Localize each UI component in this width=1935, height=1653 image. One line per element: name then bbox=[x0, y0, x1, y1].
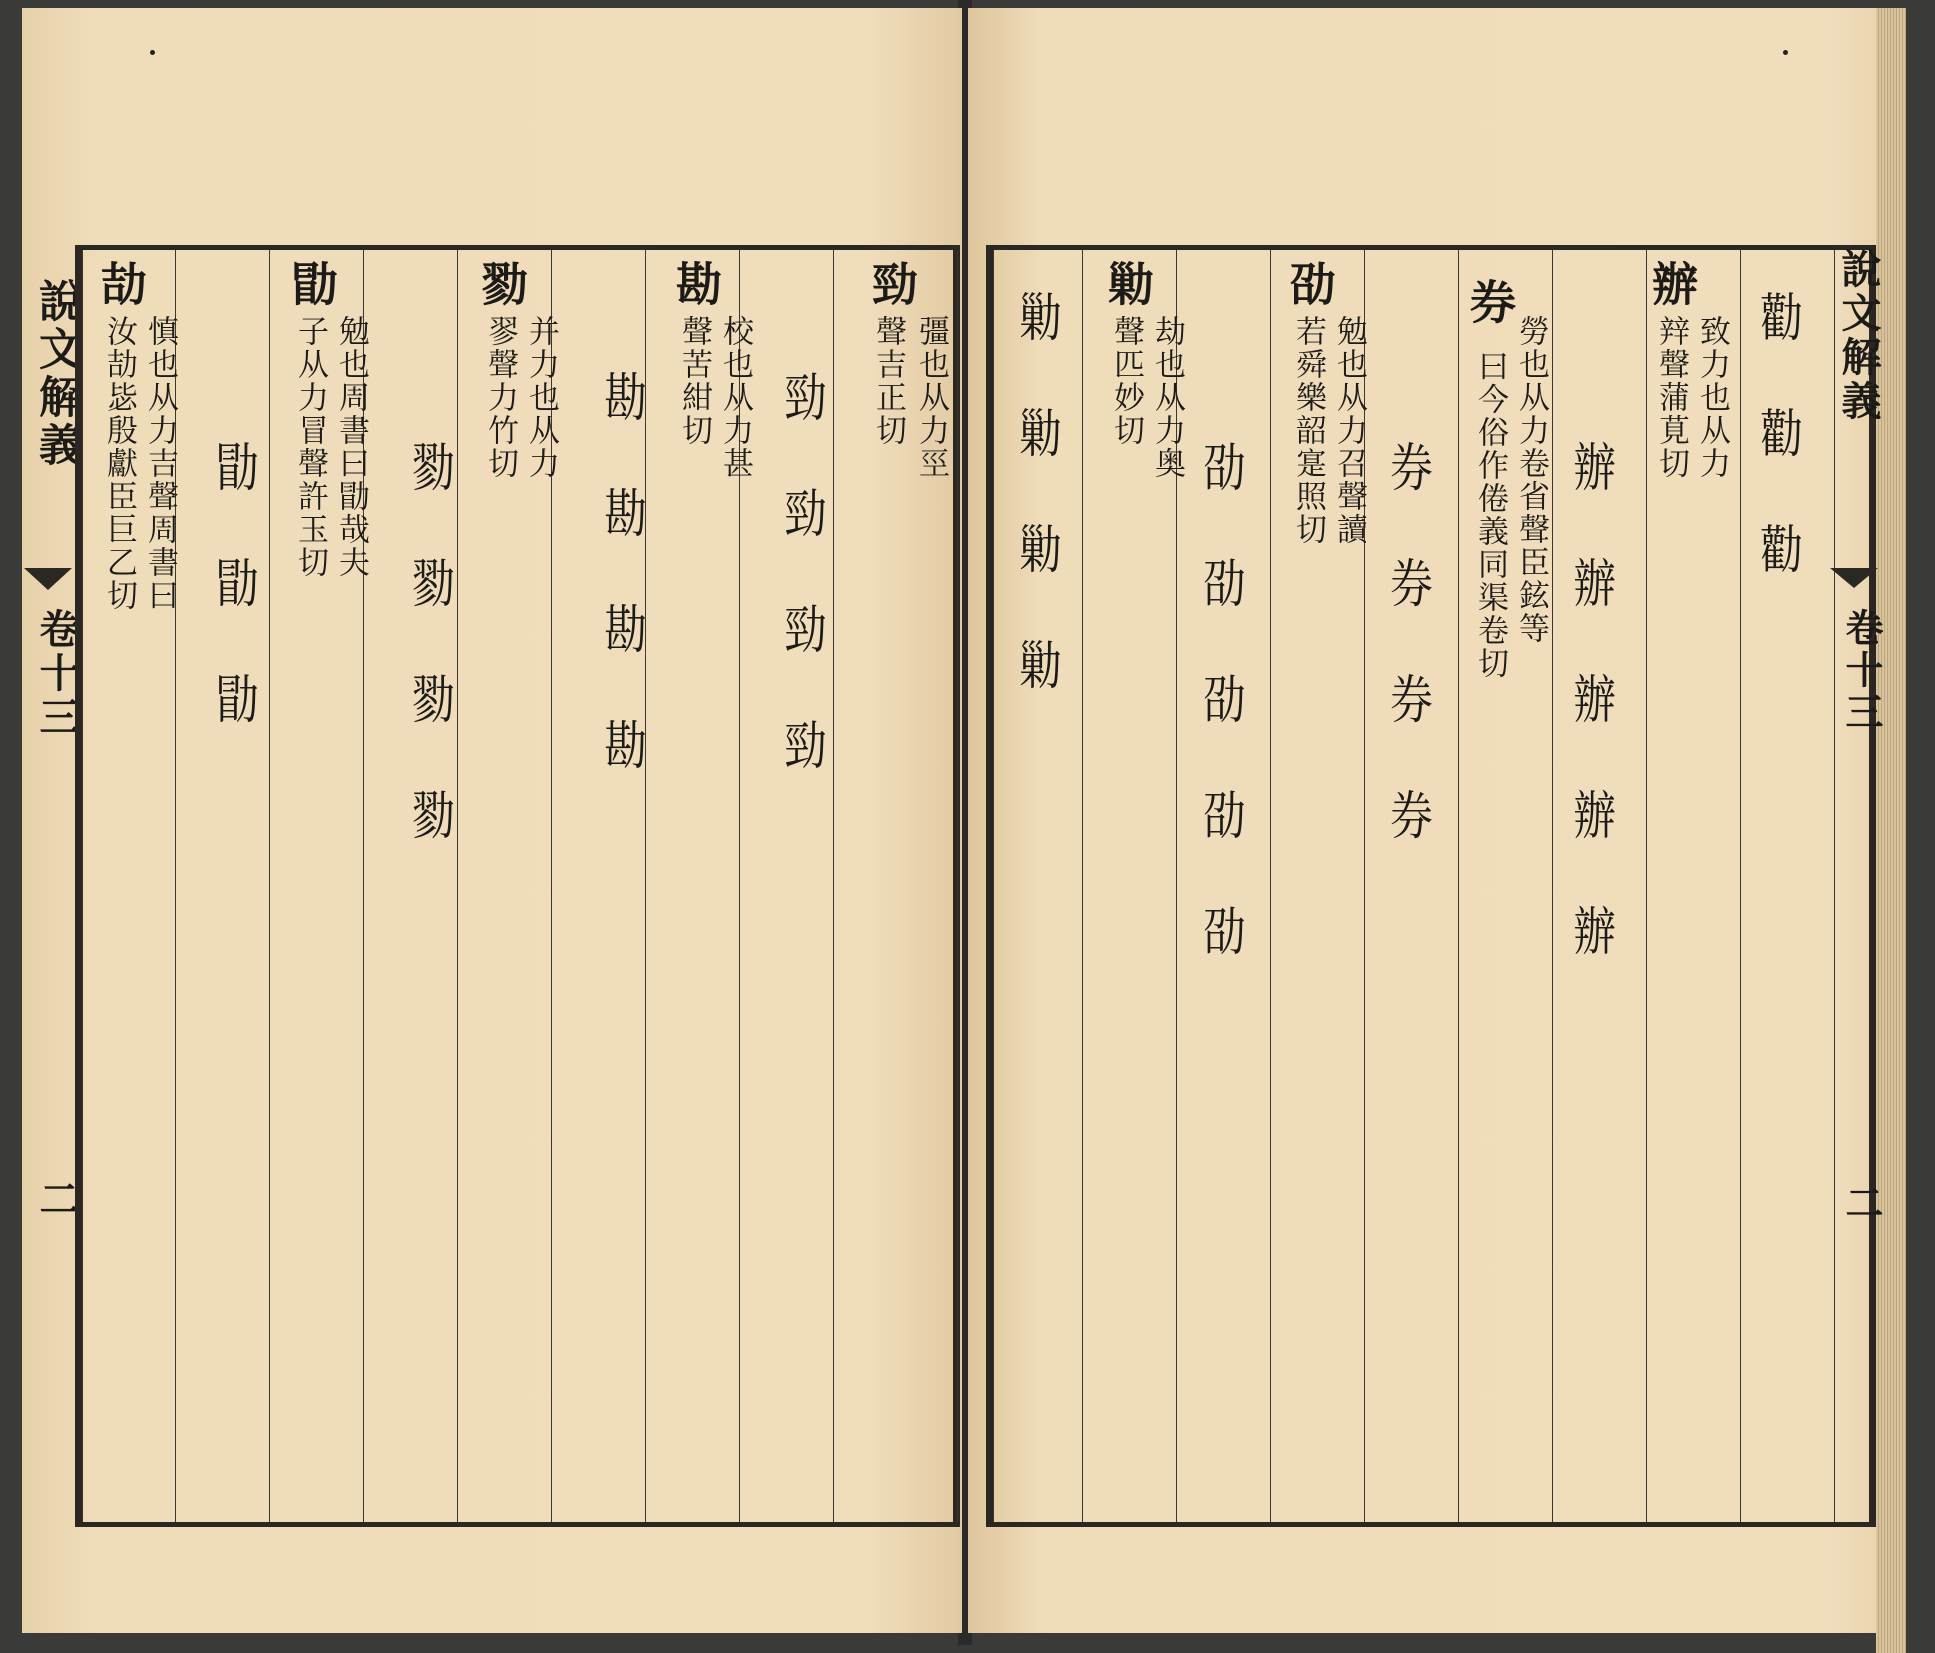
entry-head: 勁 bbox=[865, 260, 919, 306]
entry-note: 若舜樂韶寔照切 bbox=[1290, 315, 1326, 546]
seal-script-forms: 券券券券 bbox=[1382, 440, 1432, 904]
left-margin-title: 說文解義 bbox=[31, 278, 82, 470]
entry-head: 劭 bbox=[1283, 260, 1337, 306]
left-margin-volume: 卷十三 bbox=[33, 608, 80, 740]
left-margin-page-no: 二 bbox=[33, 1178, 80, 1222]
entry-head: 勘 bbox=[669, 260, 723, 306]
seal-script-forms: 勘勘勘勘 bbox=[596, 370, 646, 834]
entry-note: 翏聲力竹切 bbox=[482, 315, 518, 480]
seal-script-forms: 勦勦勦勦 bbox=[1011, 290, 1061, 754]
entry-note: 并力也从力 bbox=[523, 315, 559, 480]
print-dot bbox=[150, 50, 155, 55]
entry-note: 汝劼毖殷獻臣巨乙切 bbox=[101, 315, 137, 612]
seal-script-forms: 勠勠勠勠 bbox=[404, 440, 454, 904]
entry-note: 勉也周書曰勖哉夫 bbox=[333, 315, 369, 579]
entry-note: 校也从力甚 bbox=[717, 315, 753, 480]
left-text-frame bbox=[75, 245, 960, 1527]
right-margin-volume: 卷十三 bbox=[1839, 608, 1884, 734]
seal-script-forms: 劭劭劭劭劭 bbox=[1195, 440, 1245, 1020]
fishtail-mark bbox=[1830, 568, 1878, 588]
right-margin-title: 說文解義 bbox=[1835, 248, 1882, 424]
entry-note: 子从力冒聲許玉切 bbox=[292, 315, 328, 579]
entry-note: 辡聲蒲莧切 bbox=[1653, 315, 1689, 480]
seal-script-forms: 勁勁勁勁 bbox=[776, 370, 826, 834]
entry-note: 聲匹妙切 bbox=[1108, 315, 1144, 447]
seal-script-forms: 勸勸勸 bbox=[1752, 290, 1802, 638]
entry-head: 勖 bbox=[285, 260, 339, 306]
entry-head: 劼 bbox=[94, 260, 148, 306]
entry-note: 劫也从力奥 bbox=[1149, 315, 1185, 480]
entry-head: 勠 bbox=[475, 260, 529, 306]
entry-note: 勉也从力召聲讀 bbox=[1331, 315, 1367, 546]
entry-note: 致力也从力 bbox=[1694, 315, 1730, 480]
entry-note: 曰今俗作倦義同渠卷切 bbox=[1472, 350, 1508, 680]
print-dot bbox=[1783, 50, 1788, 55]
entry-head: 辦 bbox=[1645, 260, 1699, 306]
entry-note: 聲吉正切 bbox=[870, 315, 906, 447]
seal-script-forms: 辦辦辦辦辦 bbox=[1565, 440, 1615, 1020]
right-page bbox=[968, 8, 1906, 1633]
entry-head: 勦 bbox=[1101, 260, 1155, 306]
right-margin-page-no: 二 bbox=[1839, 1183, 1884, 1225]
entry-note: 彊也从力巠 bbox=[913, 315, 949, 480]
entry-note: 勞也从力卷省聲臣鉉等 bbox=[1513, 315, 1549, 645]
entry-note: 聲苦紺切 bbox=[676, 315, 712, 447]
fishtail-mark bbox=[24, 568, 72, 590]
entry-head: 券 bbox=[1463, 278, 1517, 324]
seal-script-forms: 勖勖勖 bbox=[208, 440, 258, 788]
entry-note: 慎也从力吉聲周書曰 bbox=[142, 315, 178, 612]
left-page bbox=[22, 8, 962, 1633]
right-text-frame bbox=[986, 245, 1876, 1527]
